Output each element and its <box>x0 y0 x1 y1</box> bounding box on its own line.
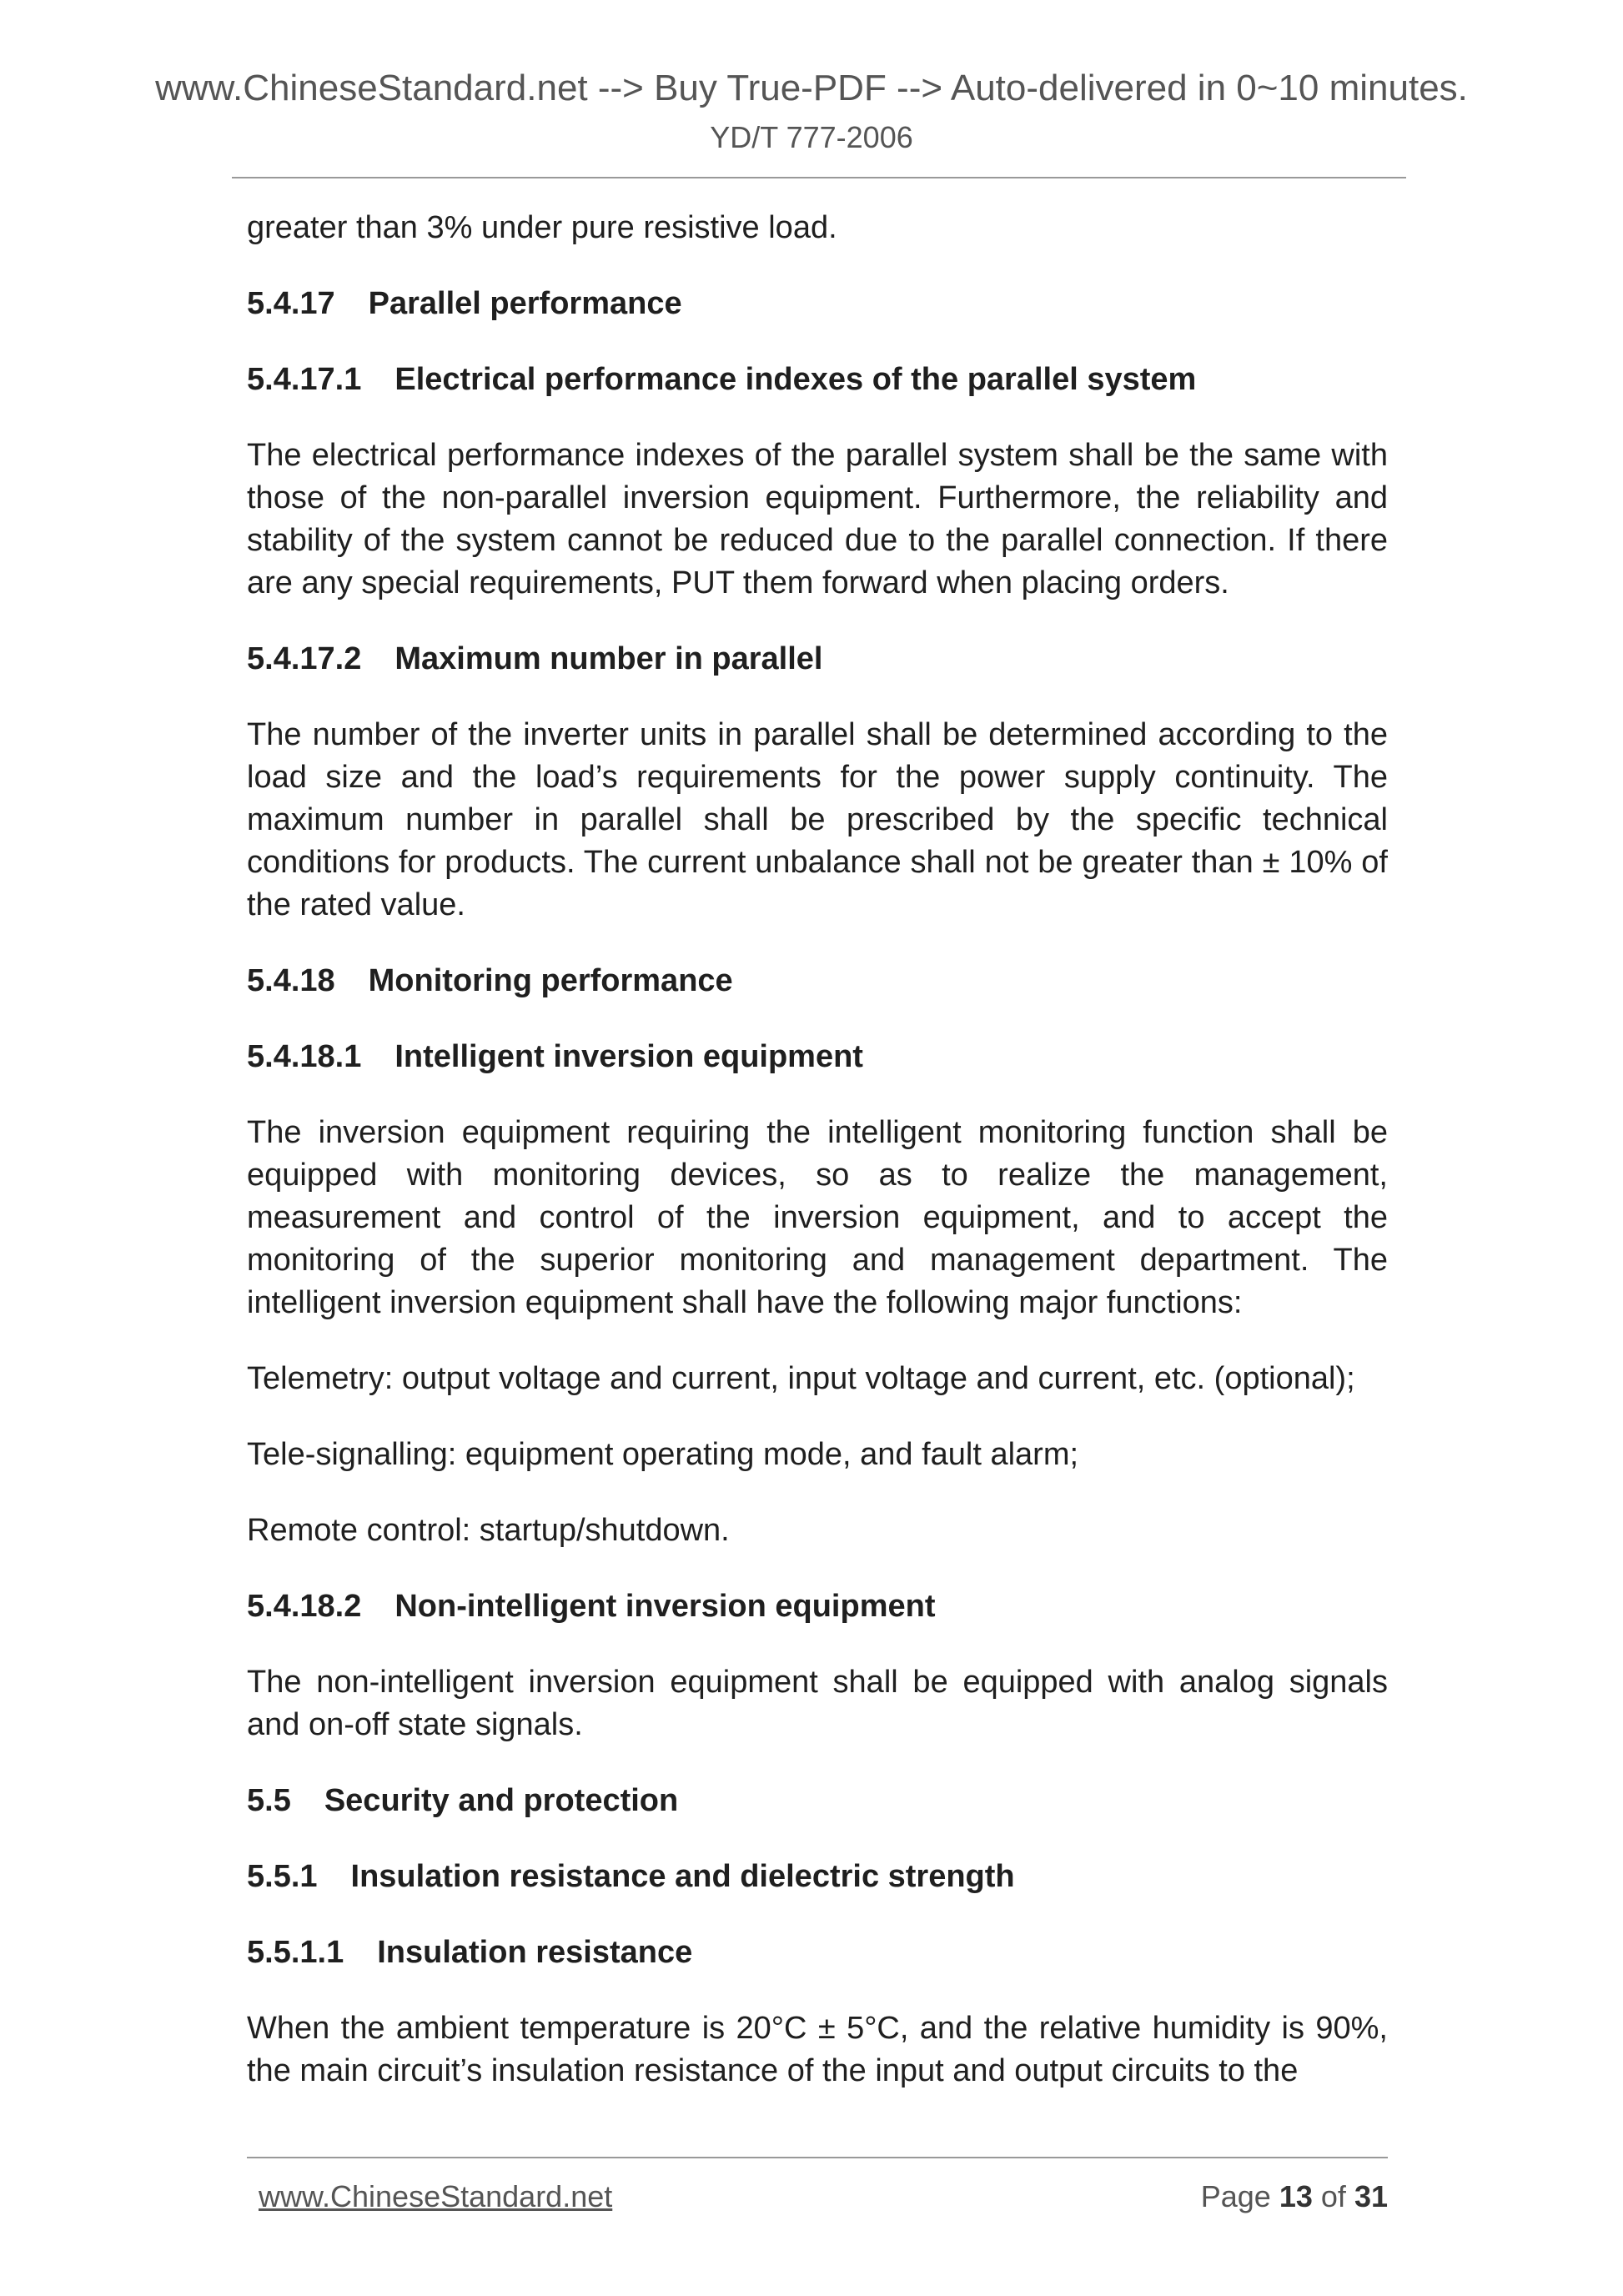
paragraph-5-4-18-2: The non-intelligent inversion equipment shall be equipped with analog signals and on-off state signals. <box>247 1665 1388 1742</box>
heading-5-4-17 <box>247 283 1388 325</box>
section-title: Parallel performance <box>368 286 682 321</box>
paragraph-5-4-17-1: The electrical performance indexes of the parallel system shall be the same with those of the non-parallel inversion equipment. Furthermore, the reliability and stability of the system cannot be reduced due to the parallel connection. If there are any special requirements, PUT them forward when placing orders. <box>247 438 1388 600</box>
section-number: 5.4.17.1 <box>247 362 362 397</box>
page-content <box>247 207 1388 2126</box>
document-id: YD/T 777-2006 <box>710 120 913 154</box>
section-number: 5.5.1.1 <box>247 1935 344 1970</box>
section-number: 5.4.18 <box>247 963 335 998</box>
section-number: 5.5.1 <box>247 1859 318 1894</box>
heading-5-4-18-2 <box>247 1585 1388 1628</box>
paragraph-5-4-18-1: The inversion equipment requiring the intelligent monitoring function shall be equipped with monitoring devices, so as to realize the management, measurement and control of the inversion equipment, and to accept the monitoring of the superior monitoring and management department. The intelligent inversion equipment shall have the following major functions: <box>247 1115 1388 1320</box>
heading-5-4-18 <box>247 960 1388 1002</box>
heading-5-4-18-1 <box>247 1036 1388 1078</box>
heading-5-5-1 <box>247 1856 1388 1898</box>
page-current: 13 <box>1279 2179 1313 2213</box>
section-title: Security and protection <box>324 1783 679 1818</box>
paragraph-remote-control: Remote control: startup/shutdown. <box>247 1513 730 1548</box>
section-number: 5.4.18.1 <box>247 1039 362 1074</box>
section-number: 5.4.18.2 <box>247 1589 362 1624</box>
paragraph-telesignalling: Tele-signalling: equipment operating mode, and fault alarm; <box>247 1437 1079 1472</box>
section-number: 5.4.17 <box>247 286 335 321</box>
heading-5-5 <box>247 1780 1388 1822</box>
section-title: Non-intelligent inversion equipment <box>394 1589 936 1624</box>
page-indicator <box>1201 2178 1388 2215</box>
paragraph-continuation: greater than 3% under pure resistive load. <box>247 210 837 245</box>
footer-website-link[interactable]: www.ChineseStandard.net <box>259 2179 613 2213</box>
heading-5-5-1-1 <box>247 1932 1388 1974</box>
header-divider <box>232 177 1406 178</box>
section-title: Electrical performance indexes of the parallel system <box>394 362 1197 397</box>
page-of: of <box>1320 2179 1346 2213</box>
heading-5-4-17-2 <box>247 638 1388 681</box>
paragraph-telemetry: Telemetry: output voltage and current, input voltage and current, etc. (optional); <box>247 1361 1355 1396</box>
page-total: 31 <box>1354 2179 1388 2213</box>
paragraph-5-4-17-2: The number of the inverter units in parallel shall be determined according to the load size and the load’s requirements for the power supply continuity. The maximum number in parallel shall be prescribed by the specific technical conditions for products. The current unbalance shall not be greater than ± 10% of the rated value. <box>247 717 1388 922</box>
section-title: Maximum number in parallel <box>394 641 823 676</box>
section-title: Insulation resistance <box>377 1935 693 1970</box>
footer-divider <box>247 2157 1388 2158</box>
header-banner: www.ChineseStandard.net --> Buy True-PDF --> Auto-delivered in 0~10 minutes. <box>155 68 1468 108</box>
page-label: Page <box>1200 2179 1271 2213</box>
section-number: 5.4.17.2 <box>247 641 362 676</box>
section-title: Intelligent inversion equipment <box>394 1039 863 1074</box>
heading-5-4-17-1 <box>247 359 1388 401</box>
section-title: Insulation resistance and dielectric strength <box>350 1859 1015 1894</box>
section-number: 5.5 <box>247 1783 291 1818</box>
section-title: Monitoring performance <box>368 963 733 998</box>
paragraph-5-5-1-1: When the ambient temperature is 20°C ± 5°C, and the relative humidity is 90%, the main circuit’s insulation resistance of the input and output circuits to the <box>247 2011 1388 2088</box>
